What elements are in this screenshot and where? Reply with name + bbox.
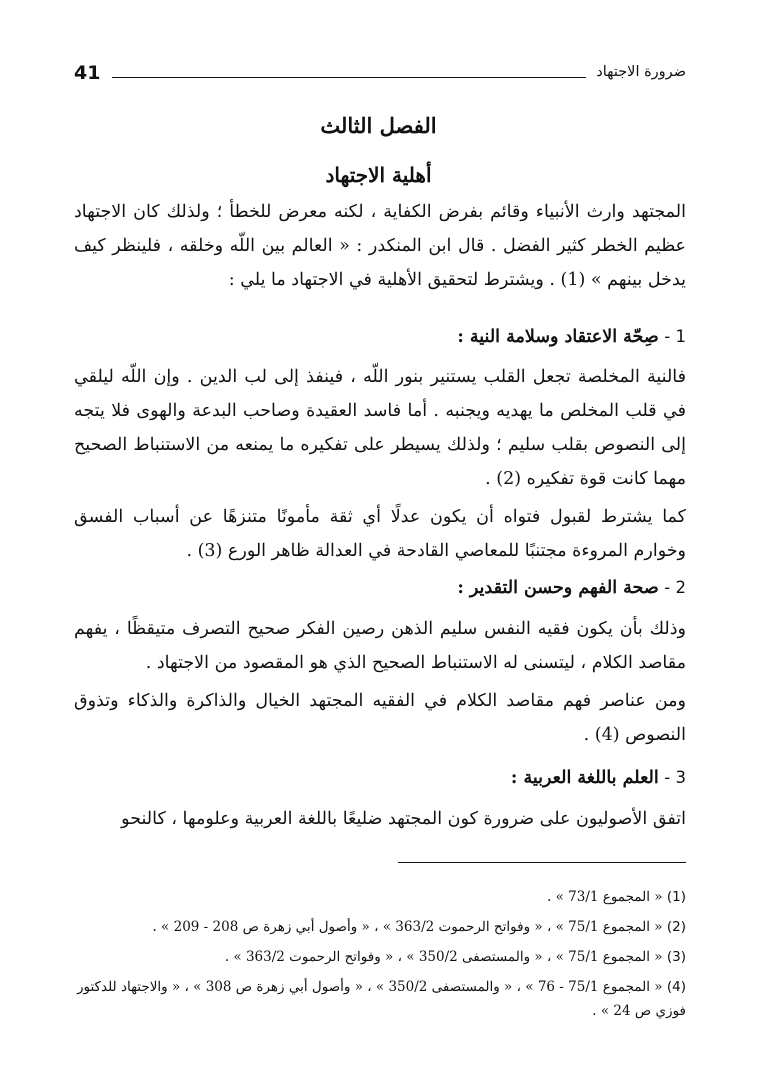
footnote-rule (398, 862, 686, 863)
footnote-number: (4) (666, 979, 686, 995)
item-2-paragraph-1: وذلك بأن يكون فقيه النفس سليم الذهن رصين الفكر صحيح التصرف متيقظًا ، يفهم مقاصد الكلام ، ليتسنى له الاستنباط الصحيح الذي هو المقصود من الاجتهاد . (74, 619, 686, 673)
footnote-text: « المجموع 75/1 - 76 » ، « والمستصفى 350/2 » ، « وأصول أبي زهرة ص 308 » ، « والاجتهاد للدكتور فوزي ص 24 » . (76, 979, 686, 1019)
item-heading-1 (74, 322, 686, 352)
running-head-title: ضرورة الاجتهاد (596, 64, 686, 80)
header-rule (112, 77, 586, 78)
item-1-paragraph-1: فالنية المخلصة تجعل القلب يستنير بنور اللّه ، فينفذ إلى لب الدين . وإن اللّه ليلقي في قلب المخلص ما يهديه ويجنبه . أما فاسد العقيدة وصاحب البدعة والهوى فلا يتجه إلى النصوص بقلب سليم ؛ ولذلك يسيطر على تفكيره ما يمنعه من الاستنباط الصحيح مهما كانت قوة تفكيره (2) . (74, 367, 686, 489)
footnote-1 (74, 885, 686, 909)
item-heading-text: صِحّة الاعتقاد وسلامة النية : (457, 327, 659, 347)
item-heading-2 (74, 573, 686, 603)
footnote-text: « المجموع 73/1 » . (547, 889, 663, 905)
footnote-number: (2) (666, 919, 686, 935)
chapter-title: الفصل الثالث (320, 113, 437, 138)
item-number: 1 - (664, 327, 686, 346)
running-head (74, 62, 686, 90)
item-heading-3 (74, 763, 686, 793)
item-heading-text: العلم باللغة العربية : (510, 768, 659, 788)
item-heading-text: صحة الفهم وحسن التقدير : (457, 578, 659, 598)
item-number: 3 - (664, 768, 686, 787)
footnote-number: (3) (666, 949, 686, 965)
footnote-text: « المجموع 75/1 » ، « والمستصفى 350/2 » ، « وفواتح الرحموت 363/2 » . (224, 949, 663, 965)
footnote-number: (1) (666, 889, 686, 905)
footnote-4 (74, 975, 686, 1023)
page-number: 41 (74, 62, 101, 84)
intro-paragraph: المجتهد وارث الأنبياء وقائم بفرض الكفاية ، لكنه معرض للخطأ ؛ ولذلك كان الاجتهاد عظيم الخطر كثير الفضل . قال ابن المنكدر : « العالم بين اللّه وخلقه ، فلينظر كيف يدخل بينهم » (1) . ويشترط لتحقيق الأهلية في الاجتهاد ما يلي : (74, 202, 686, 290)
footnote-2 (74, 915, 686, 939)
item-number: 2 - (664, 578, 686, 597)
item-1-paragraph-2: كما يشترط لقبول فتواه أن يكون عدلًا أي ثقة مأمونًا متنزهًا عن أسباب الفسق وخوارم المروءة مجتنبًا للمعاصي القادحة في العدالة ظاهر الورع (3) . (74, 507, 686, 561)
item-2-paragraph-2: ومن عناصر فهم مقاصد الكلام في الفقيه المجتهد الخيال والذاكرة والذكاء وتذوق النصوص (4) . (74, 691, 686, 745)
section-title: أهلية الاجتهاد (325, 163, 432, 187)
footnote-text: « المجموع 75/1 » ، « وفواتح الرحموت 363/2 » ، « وأصول أبي زهرة ص 208 - 209 » . (152, 919, 663, 935)
footnote-3 (74, 945, 686, 969)
item-3-paragraph-1: اتفق الأصوليون على ضرورة كون المجتهد ضليعًا باللغة العربية وعلومها ، كالنحو (121, 809, 686, 829)
